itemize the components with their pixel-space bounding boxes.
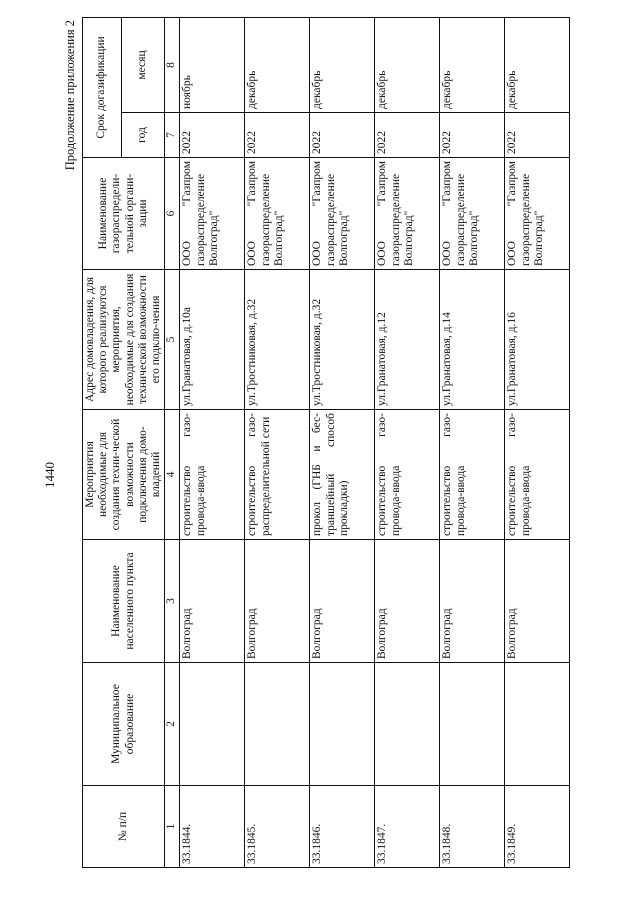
column-number: 6 xyxy=(165,158,180,270)
cell-address: ул.Гранатовая, д.16 xyxy=(505,270,570,410)
cell-measure: прокол (ГНБ и бес-траншейный способ прокладки) xyxy=(310,410,375,540)
cell-address: ул.Тростниковая, д.32 xyxy=(245,270,310,410)
cell-year: 2022 xyxy=(440,113,505,158)
cell-measure: строительство газо-распределительной сети xyxy=(245,410,310,540)
cell-address: ул.Гранатовая, д.14 xyxy=(440,270,505,410)
cell-year: 2022 xyxy=(375,113,440,158)
cell-organization: ООО "Газпром газораспределение Волгоград" xyxy=(310,158,375,270)
header-month: месяц xyxy=(121,18,165,113)
cell-measure: строительство газо-провода-ввода xyxy=(375,410,440,540)
cell-organization: ООО "Газпром газораспределение Волгоград" xyxy=(505,158,570,270)
cell-address: ул.Тростниковая, д.32 xyxy=(310,270,375,410)
cell-num: 33.1846. xyxy=(310,786,375,868)
header-year: год xyxy=(121,113,165,158)
cell-municipality xyxy=(375,663,440,786)
continuation-note: Продолжение приложения 2 xyxy=(63,20,77,171)
column-number: 2 xyxy=(165,663,180,786)
header-settlement: Наименование населенного пункта xyxy=(83,540,165,663)
cell-num: 33.1849. xyxy=(505,786,570,868)
column-number: 8 xyxy=(165,18,180,113)
header-organization: Наименование газораспредели-тельной органи-зации xyxy=(83,158,165,270)
cell-month: декабрь xyxy=(440,18,505,113)
header-measures: Мероприятия необходимые для создания техни-ческой возможности подключения домо-владений xyxy=(83,410,165,540)
cell-month: декабрь xyxy=(245,18,310,113)
table-row xyxy=(440,18,505,868)
cell-month: ноябрь xyxy=(180,18,245,113)
cell-month: декабрь xyxy=(375,18,440,113)
header-num: № п/п xyxy=(83,786,165,868)
column-number: 4 xyxy=(165,410,180,540)
cell-address: ул.Гранатовая, д.10а xyxy=(180,270,245,410)
cell-measure: строительство газо-провода-ввода xyxy=(180,410,245,540)
cell-organization: ООО "Газпром газораспределение Волгоград" xyxy=(440,158,505,270)
cell-measure: строительство газо-провода-ввода xyxy=(440,410,505,540)
column-number: 5 xyxy=(165,270,180,410)
cell-num: 33.1848. xyxy=(440,786,505,868)
table-row xyxy=(375,18,440,868)
header-address: Адрес домовладения, для которого реализуются мероприятия, необходимые для создания технической возможности его подклю-чения xyxy=(83,270,165,410)
table-row xyxy=(245,18,310,868)
cell-municipality xyxy=(440,663,505,786)
cell-settlement: Волгоград xyxy=(245,540,310,663)
cell-year: 2022 xyxy=(505,113,570,158)
cell-month: декабрь xyxy=(505,18,570,113)
cell-organization: ООО "Газпром газораспределение Волгоград" xyxy=(245,158,310,270)
cell-organization: ООО "Газпром газораспределение Волгоград" xyxy=(375,158,440,270)
cell-year: 2022 xyxy=(180,113,245,158)
cell-num: 33.1847. xyxy=(375,786,440,868)
header-row xyxy=(83,18,122,868)
page-number-text: 1440 xyxy=(42,462,57,488)
cell-num: 33.1844. xyxy=(180,786,245,868)
rotated-page xyxy=(60,18,616,868)
table-row xyxy=(180,18,245,868)
cell-settlement: Волгоград xyxy=(180,540,245,663)
header-deadline: Срок догазификации xyxy=(83,18,122,158)
cell-municipality xyxy=(310,663,375,786)
cell-year: 2022 xyxy=(245,113,310,158)
cell-num: 33.1845. xyxy=(245,786,310,868)
cell-settlement: Волгоград xyxy=(440,540,505,663)
gasification-table xyxy=(82,17,570,868)
cell-organization: ООО "Газпром газораспределение Волгоград" xyxy=(180,158,245,270)
cell-settlement: Волгоград xyxy=(310,540,375,663)
cell-municipality xyxy=(180,663,245,786)
cell-address: ул.Гранатовая, д.12 xyxy=(375,270,440,410)
column-number: 3 xyxy=(165,540,180,663)
table-row xyxy=(310,18,375,868)
cell-year: 2022 xyxy=(310,113,375,158)
cell-municipality xyxy=(505,663,570,786)
header-municipality: Муниципальное образование xyxy=(83,663,165,786)
column-number: 7 xyxy=(165,113,180,158)
cell-settlement: Волгоград xyxy=(505,540,570,663)
column-number-row xyxy=(165,18,180,868)
cell-month: декабрь xyxy=(310,18,375,113)
cell-municipality xyxy=(245,663,310,786)
table-row xyxy=(505,18,570,868)
column-number: 1 xyxy=(165,786,180,868)
cell-measure: строительство газо-провода-ввода xyxy=(505,410,570,540)
cell-settlement: Волгоград xyxy=(375,540,440,663)
